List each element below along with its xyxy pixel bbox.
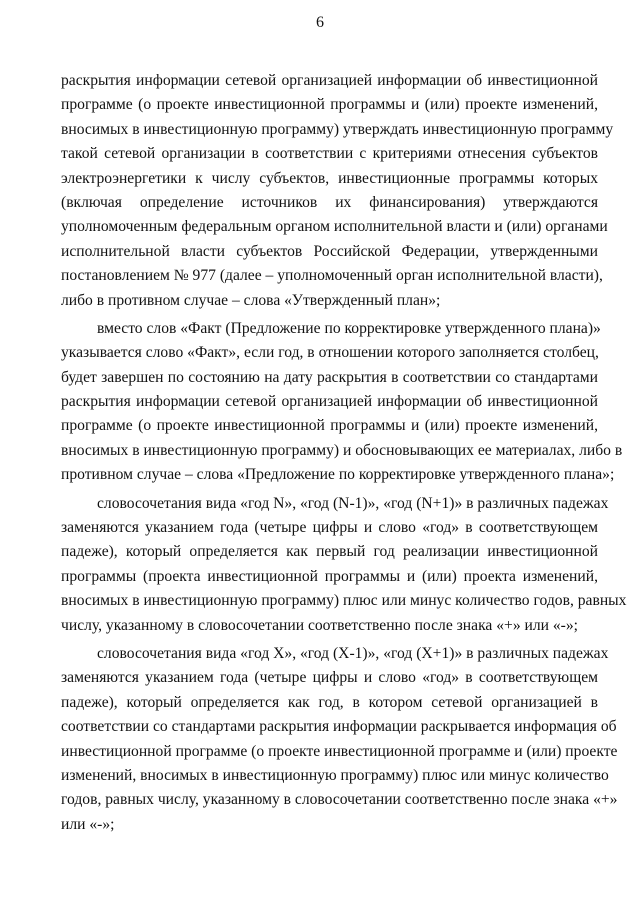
- text-line: заменяются указанием года (четыре цифры и слово «год» в соответствующем: [61, 519, 598, 537]
- text-line: электроэнергетики к числу субъектов, инвестиционные программы которых: [61, 169, 598, 187]
- paragraph: [61, 317, 623, 488]
- paragraph: [61, 642, 618, 837]
- paragraph: [61, 492, 627, 638]
- text-line: указывается слово «Факт», если год, в отношении которого заполняется столбец,: [61, 344, 599, 362]
- text-line: раскрытия информации сетевой организацией информации об инвестиционной: [61, 72, 598, 89]
- text-line: падеже), который определяется как первый год реализации инвестиционной: [61, 543, 598, 561]
- text-line: словосочетания вида «год N», «год (N-1)», «год (N+1)» в различных падежах: [97, 494, 609, 512]
- text-line: вносимых в инвестиционную программу) и обосновывающих ее материалах, либо в: [61, 441, 623, 459]
- text-line: годов, равных числу, указанному в словосочетании соответственно после знака «+»: [61, 791, 618, 809]
- text-line: инвестиционной программе (о проекте инвестиционной программе и (или) проекте: [61, 742, 618, 760]
- text-line: противном случае – слова «Предложение по корректировке утвержденного плана»;: [61, 466, 615, 484]
- document-body: [61, 69, 627, 841]
- text-line: словосочетания вида «год X», «год (X-1)», «год (X+1)» в различных падежах: [97, 644, 609, 662]
- text-line: программе (о проекте инвестиционной программы и (или) проекте изменений,: [61, 96, 598, 114]
- text-line: программы (проекта инвестиционной программы и (или) проекта изменений,: [61, 567, 598, 585]
- page-number: 6: [316, 14, 324, 31]
- paragraph: [61, 69, 614, 313]
- text-line: вносимых в инвестиционную программу) утверждать инвестиционную программу: [61, 120, 614, 138]
- text-line: падеже), который определяется как год, в котором сетевой организацией в: [61, 693, 598, 711]
- text-line: либо в противном случае – слова «Утвержденный план»;: [61, 291, 441, 309]
- text-line: (включая определение источников их финансирования) утверждаются: [61, 193, 598, 211]
- text-line: вместо слов «Факт (Предложение по корректировке утвержденного плана)»: [97, 319, 601, 337]
- text-line: уполномоченным федеральным органом исполнительной власти и (или) органами: [61, 218, 608, 236]
- text-line: программе (о проекте инвестиционной программы и (или) проекте изменений,: [61, 417, 598, 435]
- text-line: соответствии со стандартами раскрытия информации раскрывается информация об: [61, 718, 617, 736]
- text-line: изменений, вносимых в инвестиционную программу) плюс или минус количество: [61, 766, 609, 784]
- text-line: будет завершен по состоянию на дату раскрытия в соответствии со стандартами: [61, 368, 598, 386]
- text-line: постановлением № 977 (далее – уполномоченный орган исполнительной власти),: [61, 267, 603, 285]
- text-line: раскрытия информации сетевой организацией информации об инвестиционной: [61, 393, 598, 411]
- text-line: или «-»;: [61, 815, 115, 833]
- text-line: вносимых в инвестиционную программу) плюс или минус количество годов, равных: [61, 592, 627, 610]
- text-line: заменяются указанием года (четыре цифры и слово «год» в соответствующем: [61, 669, 598, 687]
- text-line: такой сетевой организации в соответствии с критериями отнесения субъектов: [61, 145, 598, 163]
- text-line: исполнительной власти субъектов Российской Федерации, утвержденными: [61, 242, 598, 260]
- text-line: числу, указанному в словосочетании соответственно после знака «+» или «-»;: [61, 616, 579, 634]
